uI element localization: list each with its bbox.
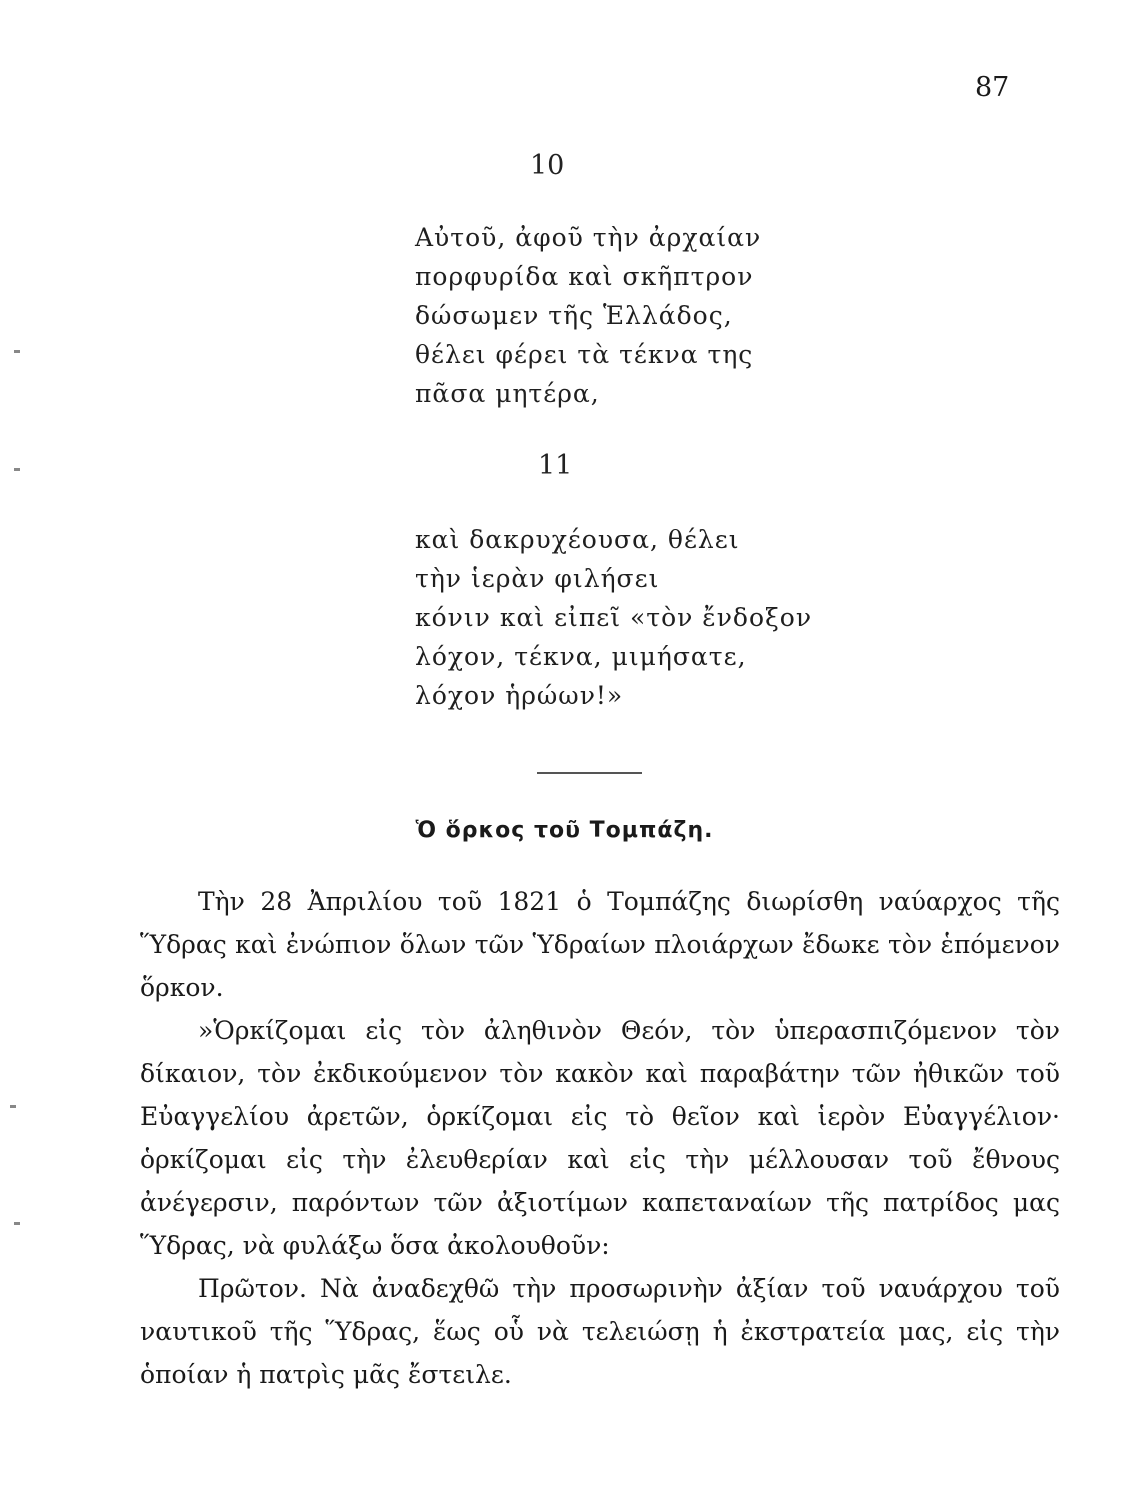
verse-line: πᾶσα μητέρα, (415, 379, 600, 408)
margin-mark (14, 350, 20, 353)
verse-line: τὴν ἱερὰν φιλήσει (415, 564, 660, 593)
margin-mark (10, 1105, 16, 1108)
paragraph: Πρῶτον. Νὰ ἀναδεχθῶ τὴν προσωρινὴν ἀξίαν τοῦ ναυάρχου τοῦ ναυτικοῦ τῆς Ὕδρας, ἕως οὗ νὰ τελειώσῃ ἡ ἐκστρατεία μας, εἰς τὴν ὁποίαν ἡ πατρὶς μᾶς ἔστειλε. (140, 1274, 1060, 1389)
margin-mark (14, 1222, 20, 1225)
paragraph: »Ὁρκίζομαι εἰς τὸν ἀληθινὸν Θεόν, τὸν ὑπερασπιζόμενον τὸν δίκαιον, τὸν ἐκδικούμενον τὸν κακὸν καὶ παραβάτην τῶν ἠθικῶν τοῦ Εὐαγγελίου ἀρετῶν, ὁρκίζομαι εἰς τὸ θεῖον καὶ ἱερὸν Εὐαγγέλιον· ὁρκίζομαι εἰς τὴν ἐλευθερίαν καὶ εἰς τὴν μέλλουσαν τοῦ ἔθνους ἀνέγερσιν, παρόντων τῶν ἀξιοτίμων καπεταναίων τῆς πατρίδος μας Ὕδρας, νὰ φυλάξω ὅσα ἀκολουθοῦν: (140, 1016, 1060, 1260)
stanza (415, 520, 812, 715)
body-text (140, 880, 1060, 1396)
verse-line: πορφυρίδα καὶ σκῆπτρον (415, 262, 754, 291)
verse-line: δώσωμεν τῆς Ἑλλάδος, (415, 301, 733, 330)
verse-line: καὶ δακρυχέουσα, θέλει (415, 525, 740, 554)
verse-line: λόχον ἡρώων!» (415, 681, 624, 710)
verse-line: θέλει φέρει τὰ τέκνα της (415, 340, 754, 369)
verse-line: κόνιν καὶ εἰπεῖ «τὸν ἔνδοξον (415, 603, 813, 632)
section-title: Ὁ ὅρκος τοῦ Τομπάζη. (415, 818, 714, 843)
verse-line: λόχον, τέκνα, μιμήσατε, (415, 642, 747, 671)
stanza (415, 218, 761, 413)
stanza-number: 10 (530, 150, 565, 181)
stanza-number: 11 (538, 450, 573, 481)
verse-line: Αὐτοῦ, ἀφοῦ τὴν ἀρχαίαν (415, 223, 762, 252)
margin-mark (14, 468, 20, 471)
page-number: 87 (975, 72, 1010, 103)
paragraph: Τὴν 28 Ἀπριλίου τοῦ 1821 ὁ Τομπάζης διωρίσθη ναύαρχος τῆς Ὕδρας καὶ ἐνώπιον ὅλων τῶν Ὑδραίων πλοιάρχων ἔδωκε τὸν ἑπόμενον ὅρκον. (140, 887, 1060, 1002)
section-divider (537, 772, 642, 774)
